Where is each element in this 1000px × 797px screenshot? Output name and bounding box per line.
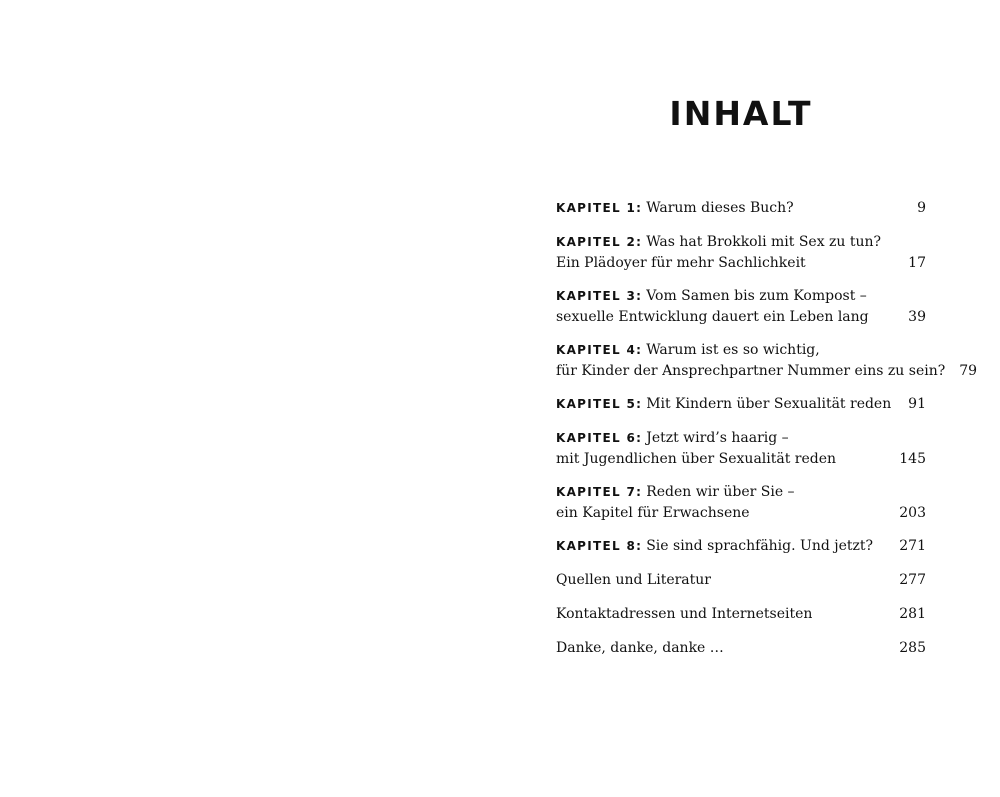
toc-entry-chapter-5 [556,394,926,415]
toc-entry-line [556,232,894,253]
chapter-label: KAPITEL 7: [556,485,643,499]
chapter-label: KAPITEL 4: [556,343,643,357]
page-number: 271 [899,538,926,554]
page-number: 145 [899,450,926,467]
chapter-subtitle: mit Jugendlichen über Sexualität reden [556,450,837,467]
toc-entry-line [556,286,894,307]
page-number: 17 [908,254,926,271]
toc-entry-text [556,340,959,381]
toc-entry-line [556,482,885,503]
toc-entry-line [556,536,885,557]
chapter-label: KAPITEL 6: [556,431,643,445]
chapter-label: KAPITEL 8: [556,539,643,553]
chapter-title: Warum ist es so wichtig, [646,342,820,358]
chapter-subtitle: Ein Plädoyer für mehr Sachlichkeit [556,254,806,271]
page-number: 79 [959,362,978,379]
chapter-label: KAPITEL 2: [556,235,643,249]
chapter-subtitle: für Kinder der Ansprechpartner Nummer eins zu sein? [556,362,946,379]
toc-entry-text [556,286,908,327]
chapter-subtitle: sexuelle Entwicklung dauert ein Leben lang [556,308,869,325]
toc-entry-text [556,232,908,273]
toc-entry-chapter-3 [556,286,926,327]
chapter-title: Jetzt wird’s haarig – [646,430,789,446]
toc-entry-contacts [556,604,926,625]
chapter-label: KAPITEL 3: [556,289,643,303]
chapter-title: Sie sind sprachfähig. Und jetzt? [646,538,874,554]
toc-entry-text [556,570,899,591]
toc-entry-text [556,536,899,557]
toc-entry-chapter-4 [556,340,978,381]
toc-entry-text [556,428,899,469]
toc-entry-chapter-8 [556,536,926,557]
toc-entry-line [556,340,945,361]
toc-entry-line [556,394,894,415]
toc-entry-title: Danke, danke, danke … [556,640,724,656]
toc-entry-title: Kontaktadressen und Internetseiten [556,606,813,622]
page-number: 277 [899,572,926,588]
table-of-contents [556,198,978,672]
page-number: 285 [899,640,926,656]
page-number: 91 [908,396,926,412]
toc-entry-thanks [556,638,926,659]
toc-entry-chapter-6 [556,428,926,469]
chapter-title: Mit Kindern über Sexualität reden [646,396,892,412]
toc-entry-chapter-7 [556,482,926,523]
page-number: 281 [899,606,926,622]
toc-entry-text [556,638,899,659]
toc-entry-line [556,198,903,219]
chapter-title: Vom Samen bis zum Kompost – [646,288,867,304]
page-title: INHALT [669,94,813,133]
chapter-label: KAPITEL 5: [556,397,643,411]
page-number: 203 [899,504,926,521]
chapter-subtitle: ein Kapitel für Erwachsene [556,504,750,521]
chapter-title: Was hat Brokkoli mit Sex zu tun? [646,234,882,250]
toc-entry-chapter-2 [556,232,926,273]
toc-entry-sources [556,570,926,591]
toc-entry-title: Quellen und Literatur [556,572,711,588]
chapter-title: Reden wir über Sie – [646,484,795,500]
chapter-title: Warum dieses Buch? [646,200,794,216]
toc-entry-line [556,428,885,449]
toc-entry-chapter-1 [556,198,926,219]
page-number: 9 [917,200,926,216]
toc-entry-text [556,198,917,219]
toc-entry-text [556,604,899,625]
toc-entry-text [556,482,899,523]
toc-entry-text [556,394,908,415]
page-number: 39 [908,308,926,325]
chapter-label: KAPITEL 1: [556,201,643,215]
